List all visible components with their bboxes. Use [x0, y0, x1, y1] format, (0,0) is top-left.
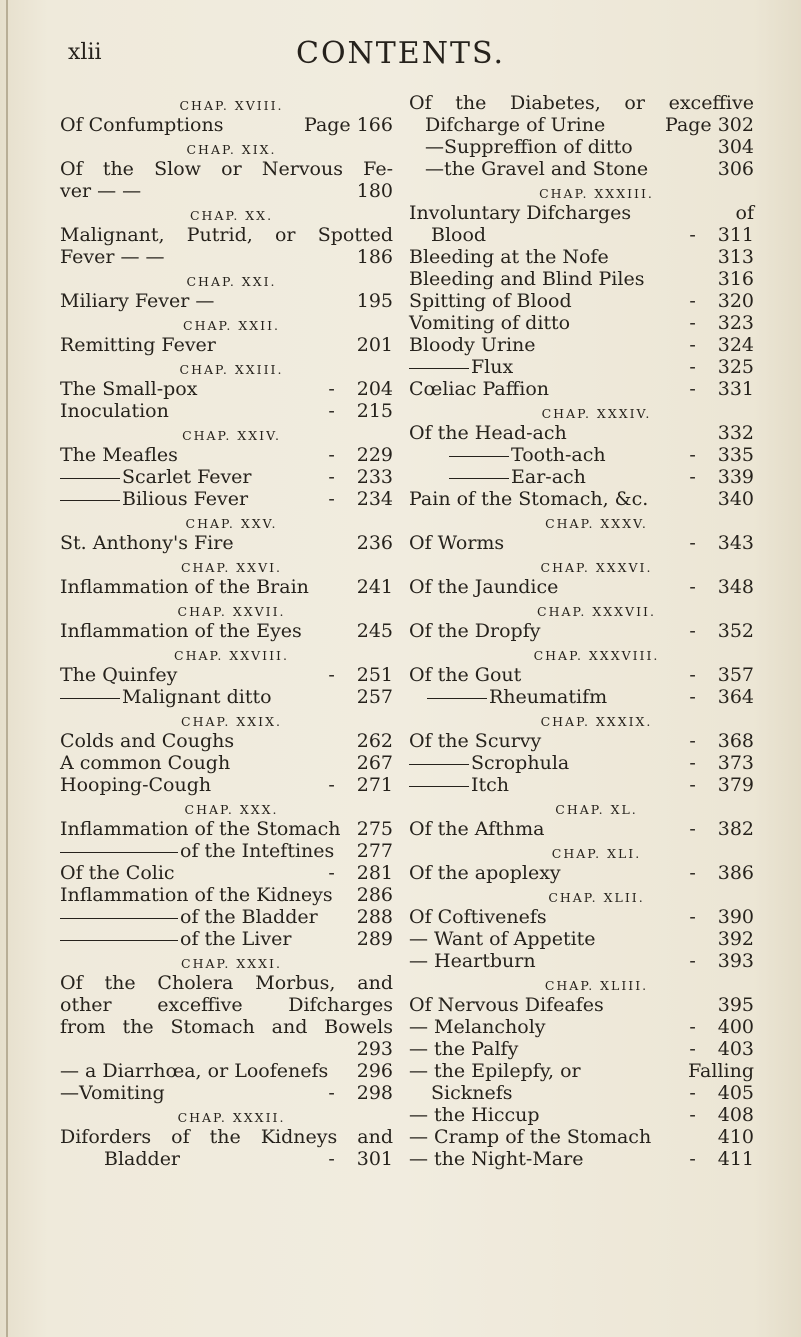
- chapter-heading: CHAP. XXXIX.: [540, 714, 653, 729]
- toc-entry: — Melancholy - 400: [409, 1016, 754, 1038]
- toc-entry: Bleeding and Blind Piles 316: [409, 268, 754, 290]
- toc-entry: — the Hiccup - 408: [409, 1104, 754, 1126]
- toc-entry: Ear-ach - 339: [409, 466, 754, 488]
- toc-entry: Of the Colic - 281: [60, 862, 393, 884]
- toc-entry: Of Confumptions Page 166: [60, 114, 393, 136]
- chapter-heading: CHAP. XL.: [555, 802, 638, 817]
- toc-entry: — a Diarrhœa, or Loofenefs 296: [60, 1060, 393, 1082]
- contents-left-column: [60, 92, 393, 1170]
- toc-entry: Bleeding at the Nofe 313: [409, 246, 754, 268]
- chapter-heading: CHAP. XLI.: [551, 846, 642, 861]
- toc-entry: Pain of the Stomach, &c. 340: [409, 488, 754, 510]
- chapter-heading: CHAP. XXI.: [186, 274, 277, 289]
- toc-entry: Scrophula - 373: [409, 752, 754, 774]
- toc-entry: A common Cough 267: [60, 752, 393, 774]
- toc-entry: Inflammation of the Stomach 275: [60, 818, 393, 840]
- toc-entry: Of the Gout - 357: [409, 664, 754, 686]
- chapter-heading: CHAP. XXVII.: [177, 604, 286, 619]
- chapter-heading: CHAP. XXII.: [183, 318, 280, 333]
- contents-right-column: [409, 92, 754, 1170]
- toc-entry: — Heartburn - 393: [409, 950, 754, 972]
- toc-entry: Flux - 325: [409, 356, 754, 378]
- toc-entry: Of the Afthma - 382: [409, 818, 754, 840]
- toc-entry: Bladder - 301: [60, 1148, 393, 1170]
- toc-entry: of the Inteftines 277: [60, 840, 393, 862]
- toc-entry: Of the Scurvy - 368: [409, 730, 754, 752]
- toc-entry: Tooth-ach - 335: [409, 444, 754, 466]
- chapter-heading: CHAP. XIX.: [186, 142, 277, 157]
- toc-entry: St. Anthony's Fire 236: [60, 532, 393, 554]
- toc-entry: Bloody Urine - 324: [409, 334, 754, 356]
- chapter-heading: CHAP. XXIV.: [182, 428, 281, 443]
- chapter-heading: CHAP. XXXI.: [181, 956, 282, 971]
- toc-entry: Sicknefs - 405: [409, 1082, 754, 1104]
- page-edge: [6, 0, 8, 1337]
- toc-entry-line: from the Stomach and Bowels: [60, 1016, 393, 1038]
- toc-entry: Of Nervous Difeafes 395: [409, 994, 754, 1016]
- toc-entry: Of the Jaundice - 348: [409, 576, 754, 598]
- toc-entry: Of Coftivenefs - 390: [409, 906, 754, 928]
- toc-entry: of the Liver 289: [60, 928, 393, 950]
- toc-entry-line: Of the Slow or Nervous Fe-: [60, 158, 393, 180]
- toc-entry-line: other exceffive Difcharges: [60, 994, 393, 1016]
- toc-entry: Inflammation of the Eyes 245: [60, 620, 393, 642]
- toc-entry: Scarlet Fever - 233: [60, 466, 393, 488]
- toc-entry: — the Night-Mare - 411: [409, 1148, 754, 1170]
- toc-entry: Of the apoplexy - 386: [409, 862, 754, 884]
- chapter-heading: CHAP. XXXII.: [177, 1110, 286, 1125]
- toc-entry: —Vomiting - 298: [60, 1082, 393, 1104]
- chapter-heading: CHAP. XXVI.: [180, 560, 283, 575]
- toc-entry: Spitting of Blood - 320: [409, 290, 754, 312]
- chapter-heading: CHAP. XLII.: [548, 890, 645, 905]
- running-head: CONTENTS.: [296, 36, 505, 71]
- page-number: xlii: [68, 40, 102, 65]
- toc-entry: — the Palfy - 403: [409, 1038, 754, 1060]
- toc-entry: Bilious Fever - 234: [60, 488, 393, 510]
- toc-entry: Inflammation of the Kidneys 286: [60, 884, 393, 906]
- toc-entry: Of the Dropfy - 352: [409, 620, 754, 642]
- toc-entry-line: Diforders of the Kidneys and: [60, 1126, 393, 1148]
- toc-entry: Malignant ditto 257: [60, 686, 393, 708]
- toc-entry-line: Malignant, Putrid, or Spotted: [60, 224, 393, 246]
- toc-entry: Remitting Fever 201: [60, 334, 393, 356]
- toc-entry-line: Of the Cholera Morbus, and: [60, 972, 393, 994]
- toc-entry: Rheumatifm - 364: [409, 686, 754, 708]
- toc-entry: The Quinfey - 251: [60, 664, 393, 686]
- toc-entry: Of Worms - 343: [409, 532, 754, 554]
- chapter-heading: CHAP. XXVIII.: [174, 648, 289, 663]
- toc-entry: 293: [356, 1038, 393, 1060]
- chapter-heading: CHAP. XXIII.: [179, 362, 284, 377]
- toc-entry: Vomiting of ditto - 323: [409, 312, 754, 334]
- toc-entry: Cœliac Paffion - 331: [409, 378, 754, 400]
- toc-entry: —the Gravel and Stone 306: [425, 158, 754, 180]
- chapter-heading: CHAP. XXXIV.: [541, 406, 652, 421]
- toc-entry: — the Epilepfy, or Falling: [409, 1060, 754, 1082]
- toc-entry: Blood - 311: [409, 224, 754, 246]
- toc-entry: — Cramp of the Stomach 410: [409, 1126, 754, 1148]
- toc-entry: Colds and Coughs 262: [60, 730, 393, 752]
- toc-entry: The Small-pox - 204: [60, 378, 393, 400]
- toc-entry: Of the Head-ach 332: [409, 422, 754, 444]
- chapter-heading: CHAP. XX.: [189, 208, 274, 223]
- toc-entry: —Suppreffion of ditto 304: [425, 136, 754, 158]
- toc-entry: Involuntary Difcharges of: [409, 202, 754, 224]
- chapter-heading: CHAP. XXXVII.: [537, 604, 656, 619]
- chapter-heading: CHAP. XXX.: [184, 802, 279, 817]
- toc-entry: Hooping-Cough - 271: [60, 774, 393, 796]
- chapter-heading: CHAP. XXXV.: [545, 516, 648, 531]
- toc-entry-line: Of the Diabetes, or exceffive: [409, 92, 754, 114]
- toc-entry: The Meafles - 229: [60, 444, 393, 466]
- toc-entry: Inflammation of the Brain 241: [60, 576, 393, 598]
- chapter-heading: CHAP. XXXIII.: [539, 186, 654, 201]
- toc-entry: of the Bladder 288: [60, 906, 393, 928]
- chapter-heading: CHAP. XXXVIII.: [533, 648, 660, 663]
- toc-entry: Inoculation - 215: [60, 400, 393, 422]
- chapter-heading: CHAP. XLIII.: [544, 978, 649, 993]
- chapter-heading: CHAP. XXV.: [185, 516, 278, 531]
- toc-entry: — Want of Appetite 392: [409, 928, 754, 950]
- toc-entry: Fever — — 186: [60, 246, 393, 268]
- chapter-heading: CHAP. XVIII.: [179, 98, 284, 113]
- chapter-heading: CHAP. XXXVI.: [540, 560, 653, 575]
- toc-entry: Difcharge of Urine Page 302: [425, 114, 754, 136]
- chapter-heading: CHAP. XXIX.: [181, 714, 282, 729]
- toc-entry: Itch - 379: [409, 774, 754, 796]
- toc-entry: ver — — 180: [60, 180, 393, 202]
- toc-entry: Miliary Fever — 195: [60, 290, 393, 312]
